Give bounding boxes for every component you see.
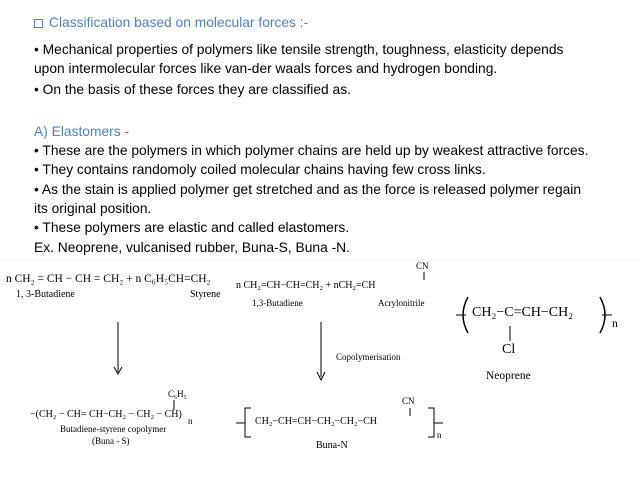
buna-n-product-cn: CN [402, 396, 415, 406]
intro-line-3: • On the basis of these forces they are classified as. [34, 82, 351, 97]
heading-suffix: :- [299, 15, 309, 30]
buna-s-reactants: n CH₂ = CH − CH = CH₂ + n C₆H₅CH=CH₂ [6, 273, 211, 285]
buna-s-product: −(CH₂ − CH= CH−CH₂ − CH₂ − CH) [30, 409, 182, 420]
buna-s-substituent: C₆H₅ [168, 389, 187, 399]
elastomers-title: A) Elastomers [34, 124, 121, 139]
elastomer-example: Ex. Neoprene, vulcanised rubber, Buna-S, Buna -N. [34, 240, 350, 255]
neoprene-cl: Cl [502, 342, 516, 357]
intro-line-1: • Mechanical properties of polymers like tensile strength, toughness, elasticity depends [34, 42, 564, 57]
buna-n-name: Buna-N [316, 440, 348, 451]
buna-s-name: Butadiene-styrene copolymer [60, 424, 167, 434]
neoprene-formula: CH₂−C=CH−CH₂ [472, 305, 574, 320]
buna-n-product: CH₂−CH=CH−CH₂−CH₂−CH [255, 416, 378, 427]
buna-s-n: n [188, 416, 193, 426]
butadiene-label-2: 1,3-Butadiene [252, 298, 303, 308]
neoprene-name: Neoprene [486, 370, 531, 382]
buna-n-right-bracket [428, 408, 434, 437]
elastomer-point-3: • As the stain is applied polymer get stretched and as the force is released polymer regain [34, 182, 582, 197]
acrylonitrile-label: Acrylonitrile [378, 298, 425, 308]
elastomer-point-3-cont: its original position. [34, 201, 152, 216]
elastomers-dash: - [120, 124, 130, 139]
intro-line-2: upon intermolecular forces like van-der waals forces and hydrogen bonding. [34, 61, 498, 76]
styrene-label: Styrene [190, 289, 221, 300]
buna-s-short-name: (Buna - S) [92, 436, 130, 446]
elastomer-point-1: • These are the polymers in which polymer chains are held up by weakest attractive forces. [34, 143, 589, 158]
butadiene-label-1: 1, 3-Butadiene [16, 289, 75, 300]
copolymerisation-label: Copolymerisation [336, 352, 401, 362]
heading-text: Classification based on molecular forces [49, 15, 296, 30]
elastomer-point-4: • These polymers are elastic and called elastomers. [34, 220, 350, 235]
buna-n-reactants: n CH₂=CH−CH=CH₂ + nCH₂=CH [236, 280, 376, 291]
neoprene-n: n [612, 318, 618, 330]
buna-n-left-bracket [245, 408, 251, 437]
buna-n-n: n [437, 430, 442, 440]
acrylonitrile-cn: CN [416, 261, 429, 271]
elastomer-point-2: • They contains randomoly coiled molecular chains having few cross links. [34, 162, 486, 177]
